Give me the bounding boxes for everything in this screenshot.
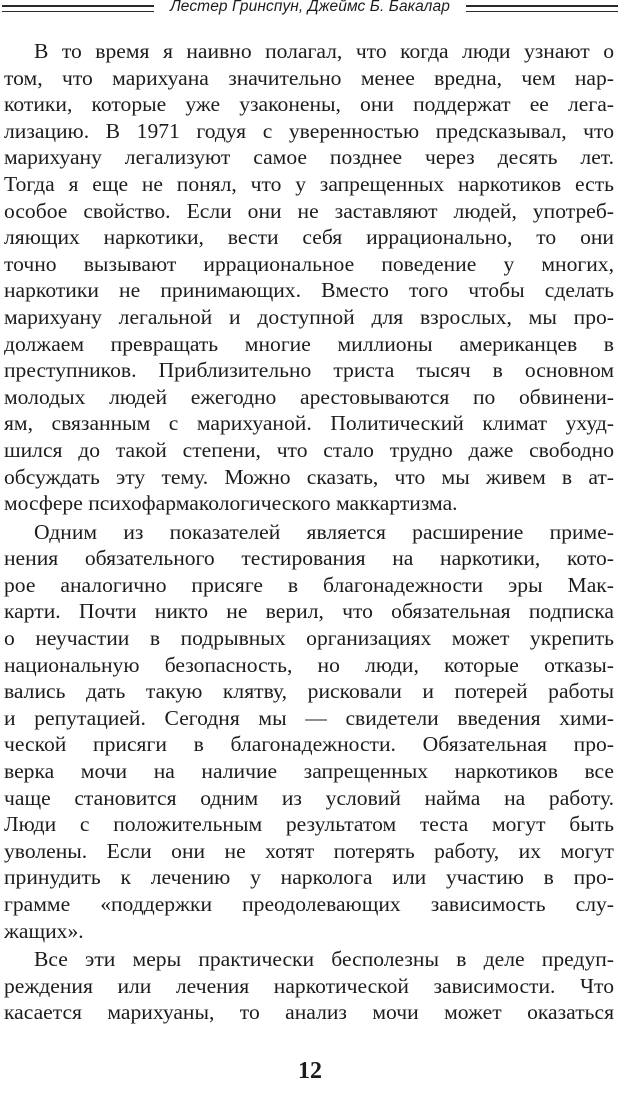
text-line: чаще становится одним из условий найма на работу. [4,785,614,810]
text-line: о неучастии в подрывных организациях может укрепить [4,626,614,651]
text-line: особое свойство. Если они не заставляют людей, употреб- [4,198,614,223]
text-line: рое аналогично присяге в благонадежности эры Мак- [4,572,614,597]
text-line: мосфере психофармакологического маккартизма. [4,491,458,516]
text-line: лизацию. В 1971 годуя с уверенностью предсказывал, что [4,118,614,143]
text-line: обсуждать эту тему. Можно сказать, что мы живем в ат- [4,464,614,489]
text-line: должаем превращать многие миллионы американцев в [4,331,614,356]
text-line: уволены. Если они не хотят потерять работу, их могут [4,838,614,863]
header-rule-left [2,5,154,12]
text-line: молодых людей ежегодно арестовываются по обвинени- [4,384,614,409]
text-line: и репутацией. Сегодня мы — свидетели введения хими- [4,705,614,730]
text-line: ческой присяги в благонадежности. Обязательная про- [4,732,614,757]
text-line: ям, связанным с марихуаной. Политический климат ухуд- [4,411,614,436]
text-line: ляющих наркотики, вести себя иррационально, то они [4,225,614,250]
text-line: В то время я наивно полагал, что когда люди узнают о [34,39,614,63]
text-line: грамме «поддержки преодолевающих зависимость слу- [4,892,614,916]
header-rule-right [466,5,618,12]
text-line: принудить к лечению у нарколога или участию в про- [4,865,614,890]
text-line: Люди с положительным результатом теста могут быть [4,812,614,837]
text-line: жащих». [4,918,84,943]
text-line: национальную безопасность, но люди, которые отказы- [4,652,614,677]
text-line: нения обязательного тестирования на наркотики, кото- [4,546,614,571]
text-line: котики, которые уже узаконены, они поддержат ее лега- [4,92,614,117]
text-line: касается марихуаны, то анализ мочи может оказаться [4,1000,614,1025]
paragraph [4,519,614,945]
text-line: точно вызывают иррациональное поведение у многих, [4,251,614,276]
text-line: верка мочи на наличие запрещенных наркотиков все [4,759,614,784]
body-text [4,38,614,1026]
text-line: Тогда я еще не понял, что у запрещенных наркотиков есть [4,171,614,196]
text-line: вались дать такую клятву, рисковали и потерей работы [4,679,614,704]
text-line: карти. Почти никто не верил, что обязательная подписка [4,599,614,624]
running-head-authors: Лестер Гринспун, Джеймс Б. Бакалар [170,0,450,15]
text-line: преступников. Приблизительно триста тысяч в основном [4,358,614,383]
page-number: 12 [298,1058,322,1084]
paragraph [4,946,614,1026]
text-line: наркотики не принимающих. Вместо того чтобы сделать [4,278,614,303]
text-line: марихуану легальной и доступной для взрослых, мы про- [4,304,614,329]
running-head [0,0,620,24]
text-line: реждения или лечения наркотической зависимости. Что [4,973,614,998]
text-line: том, что марихуана значительно менее вредна, чем нар- [4,65,614,90]
text-line: Все эти меры практически бесполезны в деле предуп- [34,947,614,972]
text-line: шился до такой степени, что стало трудно даже свободно [4,437,614,462]
text-line: марихуану легализуют самое позднее через десять лет. [4,145,614,170]
paragraph [4,38,614,517]
text-line: Одним из показателей является расширение приме- [34,519,614,544]
